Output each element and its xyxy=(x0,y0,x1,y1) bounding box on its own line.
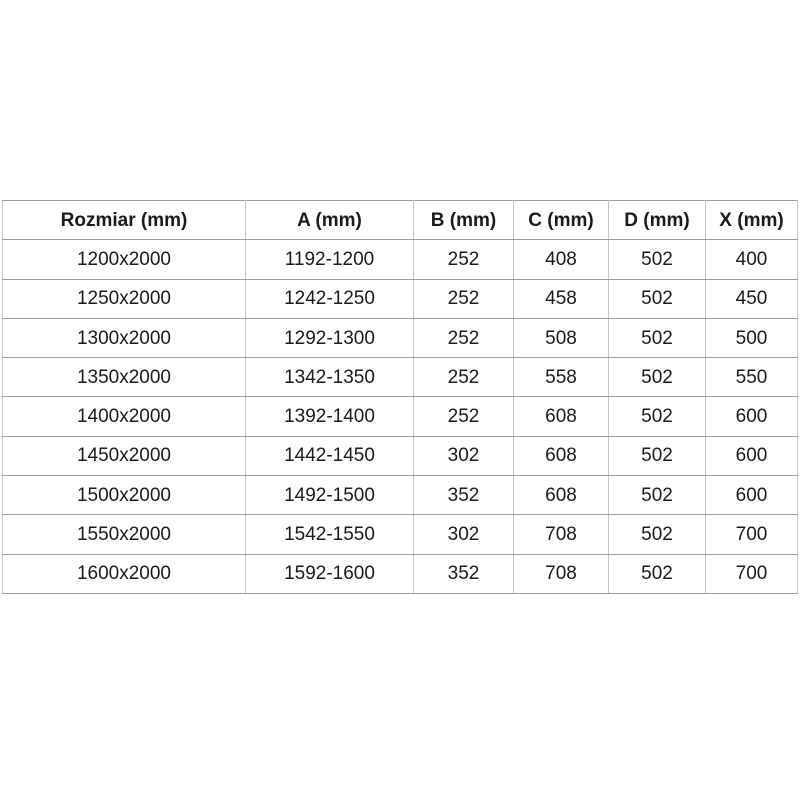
table-cell: 708 xyxy=(514,515,609,554)
table-row xyxy=(3,436,798,475)
table-cell: 1450x2000 xyxy=(3,436,246,475)
table-cell: 1250x2000 xyxy=(3,279,246,318)
table-row xyxy=(3,476,798,515)
table-cell: 252 xyxy=(414,240,514,279)
table-cell: 252 xyxy=(414,279,514,318)
table-cell: 1592-1600 xyxy=(246,554,414,593)
column-header: C (mm) xyxy=(514,201,609,240)
table-cell: 500 xyxy=(706,318,798,357)
table-cell: 1292-1300 xyxy=(246,318,414,357)
table-cell: 608 xyxy=(514,436,609,475)
table-cell: 352 xyxy=(414,554,514,593)
table-cell: 1542-1550 xyxy=(246,515,414,554)
table-cell: 700 xyxy=(706,554,798,593)
size-specification-table xyxy=(2,200,798,594)
table-cell: 600 xyxy=(706,397,798,436)
column-header: X (mm) xyxy=(706,201,798,240)
table-cell: 600 xyxy=(706,436,798,475)
table-body xyxy=(3,240,798,594)
table-cell: 502 xyxy=(609,279,706,318)
header-row xyxy=(3,201,798,240)
table-cell: 1600x2000 xyxy=(3,554,246,593)
table-cell: 1192-1200 xyxy=(246,240,414,279)
table-cell: 502 xyxy=(609,476,706,515)
table-cell: 1500x2000 xyxy=(3,476,246,515)
table-cell: 608 xyxy=(514,476,609,515)
column-header: Rozmiar (mm) xyxy=(3,201,246,240)
table-cell: 1550x2000 xyxy=(3,515,246,554)
table-cell: 252 xyxy=(414,397,514,436)
table-cell: 1200x2000 xyxy=(3,240,246,279)
table-cell: 708 xyxy=(514,554,609,593)
table-cell: 352 xyxy=(414,476,514,515)
table-cell: 302 xyxy=(414,515,514,554)
table-cell: 252 xyxy=(414,318,514,357)
table-cell: 408 xyxy=(514,240,609,279)
table-cell: 1242-1250 xyxy=(246,279,414,318)
table-cell: 400 xyxy=(706,240,798,279)
table-cell: 502 xyxy=(609,554,706,593)
table-cell: 1342-1350 xyxy=(246,358,414,397)
column-header: D (mm) xyxy=(609,201,706,240)
table-row xyxy=(3,240,798,279)
table-cell: 1300x2000 xyxy=(3,318,246,357)
table-cell: 1492-1500 xyxy=(246,476,414,515)
table-cell: 302 xyxy=(414,436,514,475)
table-cell: 502 xyxy=(609,358,706,397)
table-row xyxy=(3,318,798,357)
table-cell: 700 xyxy=(706,515,798,554)
table-cell: 1400x2000 xyxy=(3,397,246,436)
column-header: A (mm) xyxy=(246,201,414,240)
table-cell: 252 xyxy=(414,358,514,397)
table-cell: 450 xyxy=(706,279,798,318)
table-cell: 608 xyxy=(514,397,609,436)
table-row xyxy=(3,515,798,554)
table-cell: 458 xyxy=(514,279,609,318)
table-cell: 502 xyxy=(609,397,706,436)
table-cell: 1442-1450 xyxy=(246,436,414,475)
column-header: B (mm) xyxy=(414,201,514,240)
table-row xyxy=(3,554,798,593)
table-row xyxy=(3,358,798,397)
table-cell: 1392-1400 xyxy=(246,397,414,436)
table-cell: 1350x2000 xyxy=(3,358,246,397)
table-cell: 502 xyxy=(609,515,706,554)
table-cell: 508 xyxy=(514,318,609,357)
table-row xyxy=(3,397,798,436)
table-cell: 600 xyxy=(706,476,798,515)
table-cell: 502 xyxy=(609,436,706,475)
table-row xyxy=(3,279,798,318)
table-cell: 550 xyxy=(706,358,798,397)
table-cell: 502 xyxy=(609,318,706,357)
table-cell: 558 xyxy=(514,358,609,397)
table-cell: 502 xyxy=(609,240,706,279)
